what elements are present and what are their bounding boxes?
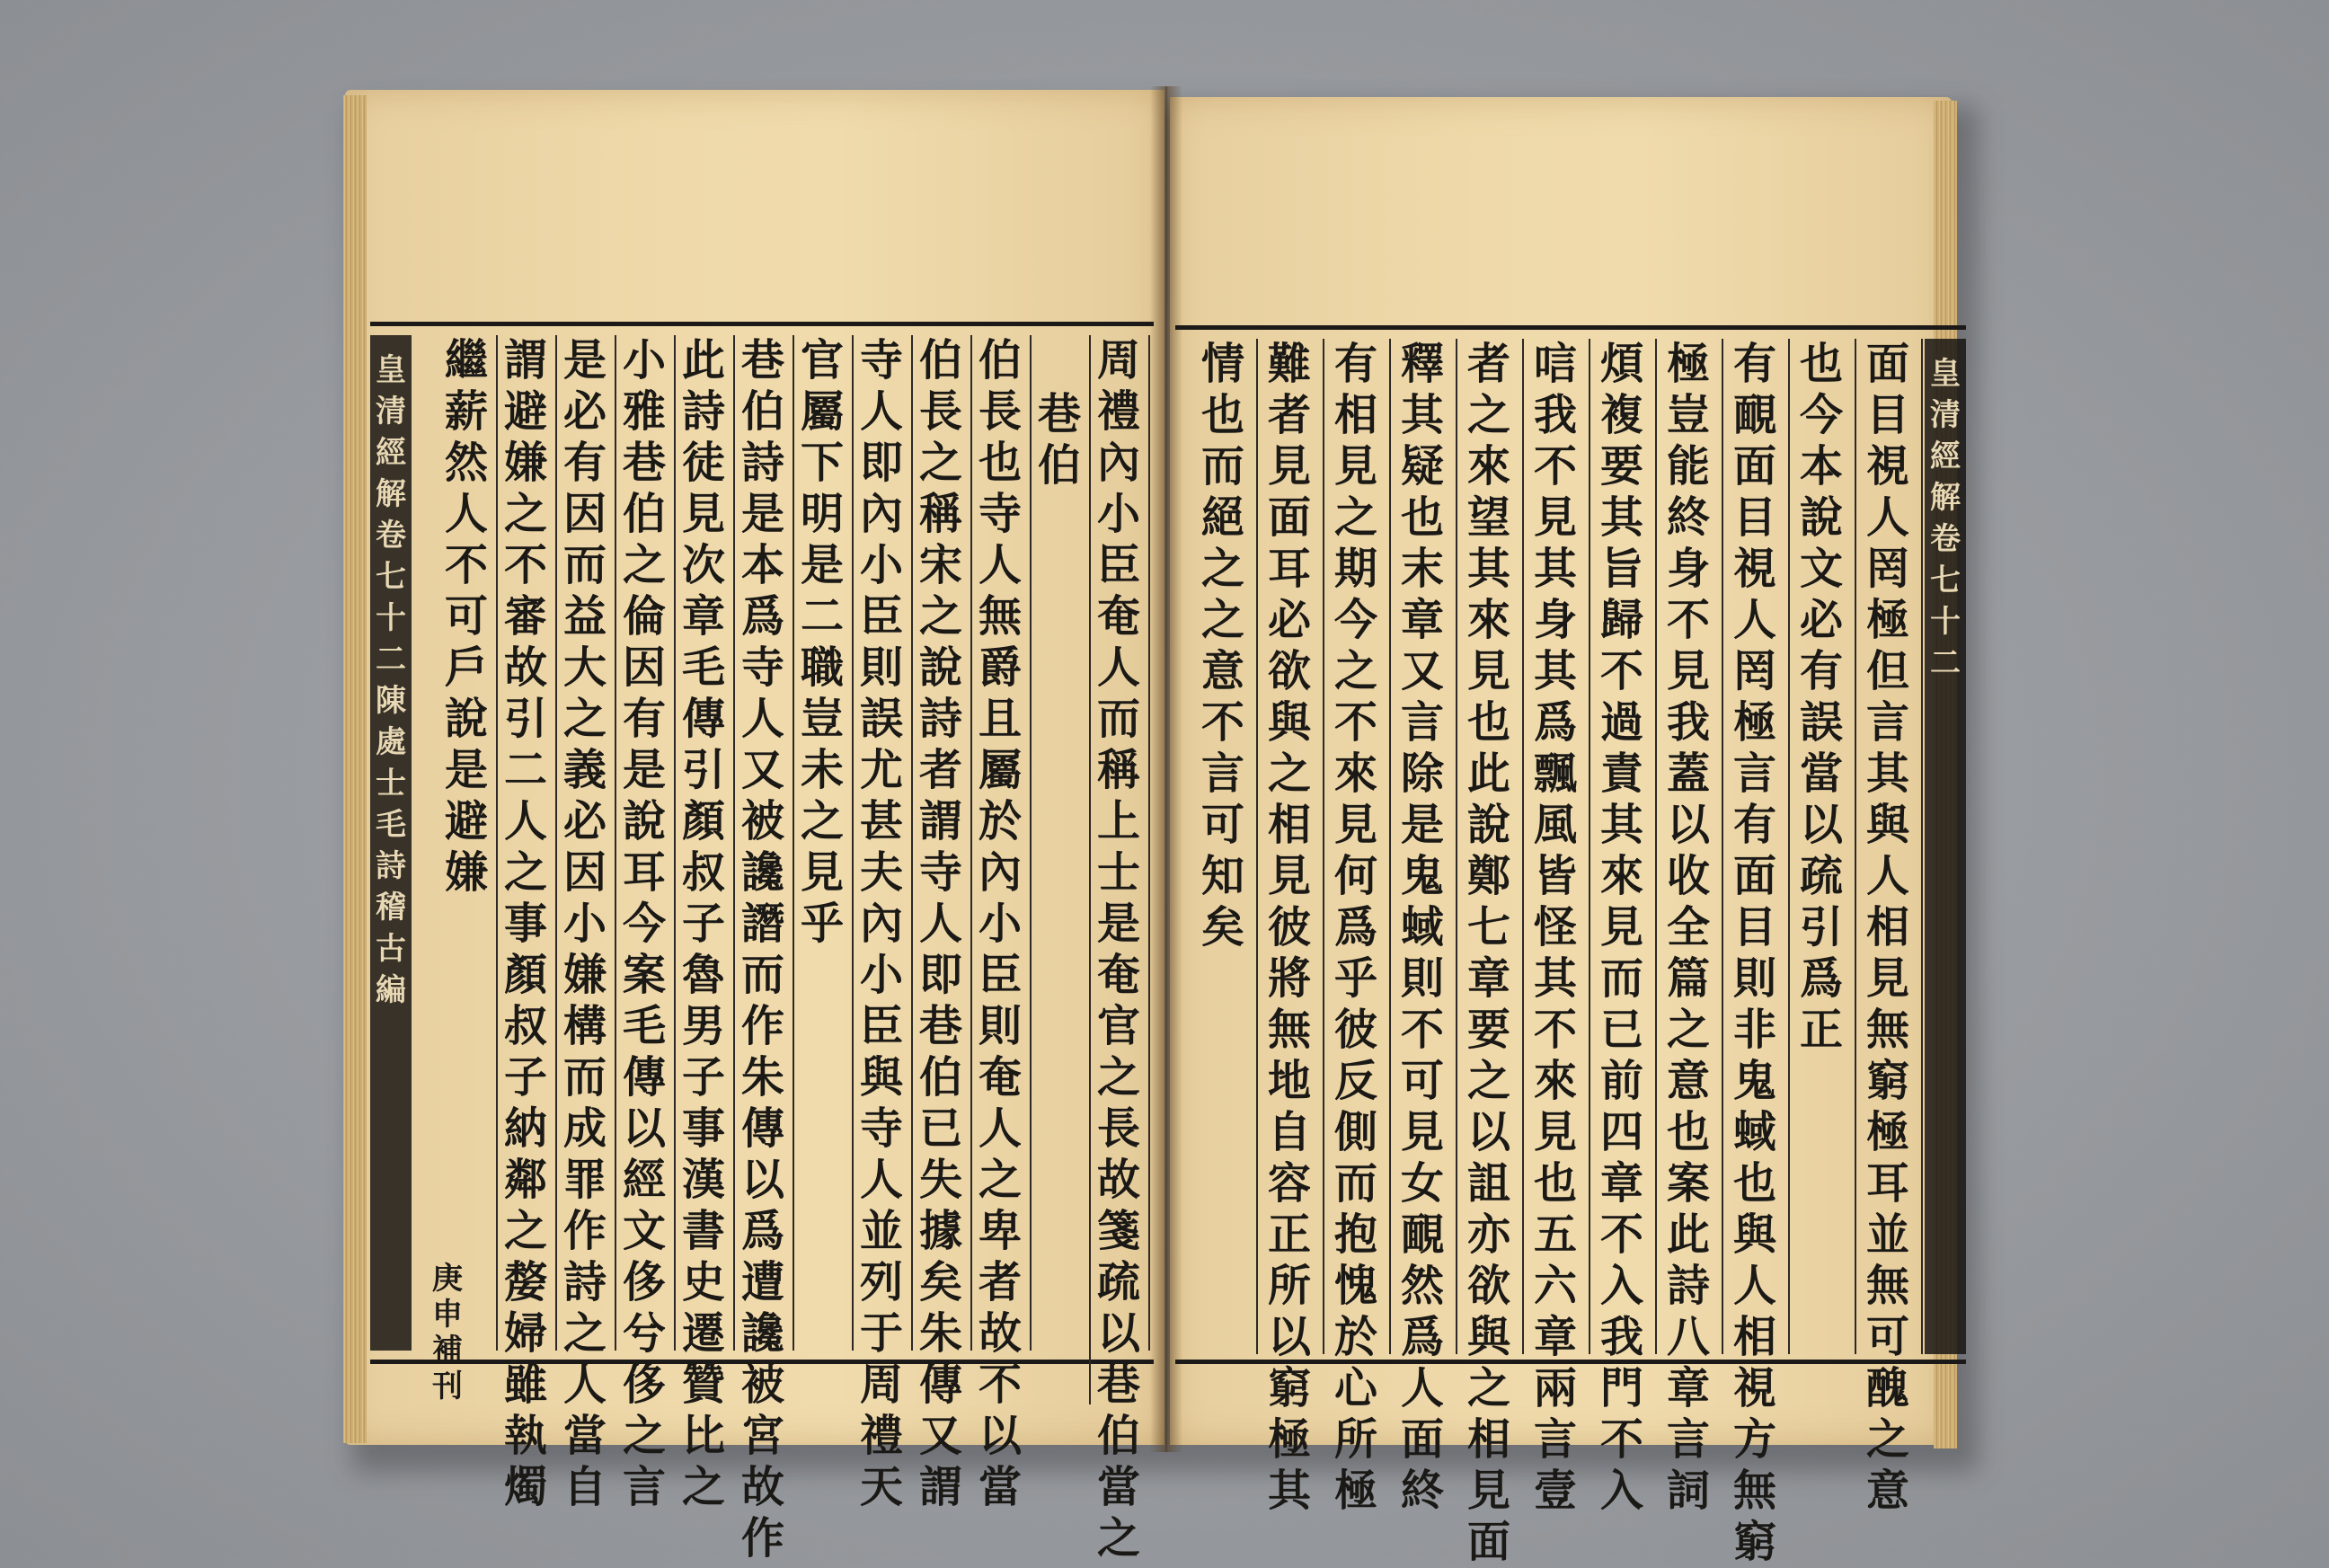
left-text-column: 伯 長 之 稱 宋 之 說 詩 者 謂 寺 人 即 巷 伯 已 失 據 矣 朱 傳 又 謂: [911, 335, 972, 1351]
left-text-column: 繼 薪 然 人 不 可 戶 說 是 避 嫌: [437, 335, 498, 1351]
left-text-column: 巷 伯 詩 是 本 爲 寺 人 又 被 讒 譖 而 作 朱 傳 以 爲 遭 讒 被 宮 故 作: [733, 335, 794, 1351]
right-text-column: 煩 複 要 其 旨 歸 不 過 責 其 來 見 而 已 前 四 章 不 入 我 門 不 入: [1589, 339, 1657, 1354]
left-text-column: 伯 長 也 寺 人 無 爵 且 屬 於 內 小 臣 則 奄 人 之 卑 者 故 不 以 當: [970, 335, 1032, 1351]
right-text-column: 有 相 見 之 期 今 之 不 來 見 何 爲 乎 彼 反 側 而 抱 愧 於 心 所 極: [1323, 339, 1391, 1354]
left-text-column: 是 必 有 因 而 益 大 之 義 必 因 小 嫌 構 而 成 罪 作 詩 之 人 當 自: [555, 335, 616, 1351]
left-text-column: 寺 人 即 內 小 臣 則 誤 尤 甚 夫 內 小 臣 與 寺 人 並 列 于 周 禮 天: [852, 335, 913, 1351]
right-text-column: 釋 其 疑 也 末 章 又 言 除 是 鬼 蜮 則 不 可 見 女 靦 然 爲 人 面 終: [1389, 339, 1457, 1354]
left-text-column: 小 雅 巷 伯 之 倫 因 有 是 說 耳 今 案 毛 傳 以 經 文 侈 兮 侈 之 言: [615, 335, 676, 1351]
right-text-column: 唁 我 不 見 其 身 其 爲 飄 風 皆 怪 其 不 來 見 也 五 六 章 兩 言 壹: [1522, 339, 1590, 1354]
left-page-edges: [343, 95, 367, 1443]
right-text-column: 者 之 來 望 其 來 見 也 此 說 鄭 七 章 要 之 以 詛 亦 欲 與 之 相 見 面: [1456, 339, 1524, 1354]
left-heading-column: 巷 伯: [1030, 335, 1091, 1404]
left-text-column: 官 屬 下 明 是 二 職 豈 未 之 見 乎: [793, 335, 854, 1351]
left-spine-footer: 庚 申 補 刊: [432, 1261, 463, 1404]
left-text-column: 謂 避 嫌 之 不 審 故 引 二 人 之 事 顏 叔 子 納 鄰 之 嫠 婦 雖 執 燭: [496, 335, 557, 1351]
right-text-frame: [1175, 325, 1966, 1567]
right-text-column: 難 者 見 面 耳 必 欲 與 之 相 見 彼 將 無 地 自 容 正 所 以 窮 極 其: [1256, 339, 1324, 1354]
left-text-column: 此 詩 徒 見 次 章 毛 傳 引 顏 叔 子 魯 男 子 事 漢 書 史 遷 贊 比 之: [674, 335, 735, 1351]
left-text-frame: [370, 322, 1154, 1564]
left-spine-text: 皇 清 經 解 卷 七 十 二 陳 處 士 毛 詩 稽 古 編: [376, 352, 406, 1008]
right-text-column: 面 目 視 人 罔 極 但 言 其 與 人 相 見 無 窮 極 耳 並 無 可 醜 之 意: [1855, 339, 1923, 1354]
right-spine-text: 皇 清 經 解 卷 七 十 二: [1930, 356, 1961, 681]
right-spine-band: [1925, 339, 1966, 1354]
right-text-column: 情 也 而 絕 之 之 意 不 言 可 知 矣: [1190, 339, 1258, 1354]
right-text-column: 有 靦 面 目 視 人 罔 極 言 有 面 目 則 非 鬼 蜮 也 與 人 相 視 方 無 窮: [1722, 339, 1790, 1354]
right-text-column: 也 今 本 說 文 必 有 誤 當 以 疏 引 爲 正: [1788, 339, 1856, 1354]
right-text-column: 極 豈 能 終 身 不 見 我 蓋 以 收 全 篇 之 意 也 案 此 詩 八 章 言 詞: [1655, 339, 1723, 1354]
left-text-column: 周 禮 內 小 臣 奄 人 而 稱 上 士 是 奄 官 之 長 故 箋 疏 以 巷 伯 當 之: [1089, 335, 1150, 1351]
left-spine-band: [370, 335, 412, 1351]
